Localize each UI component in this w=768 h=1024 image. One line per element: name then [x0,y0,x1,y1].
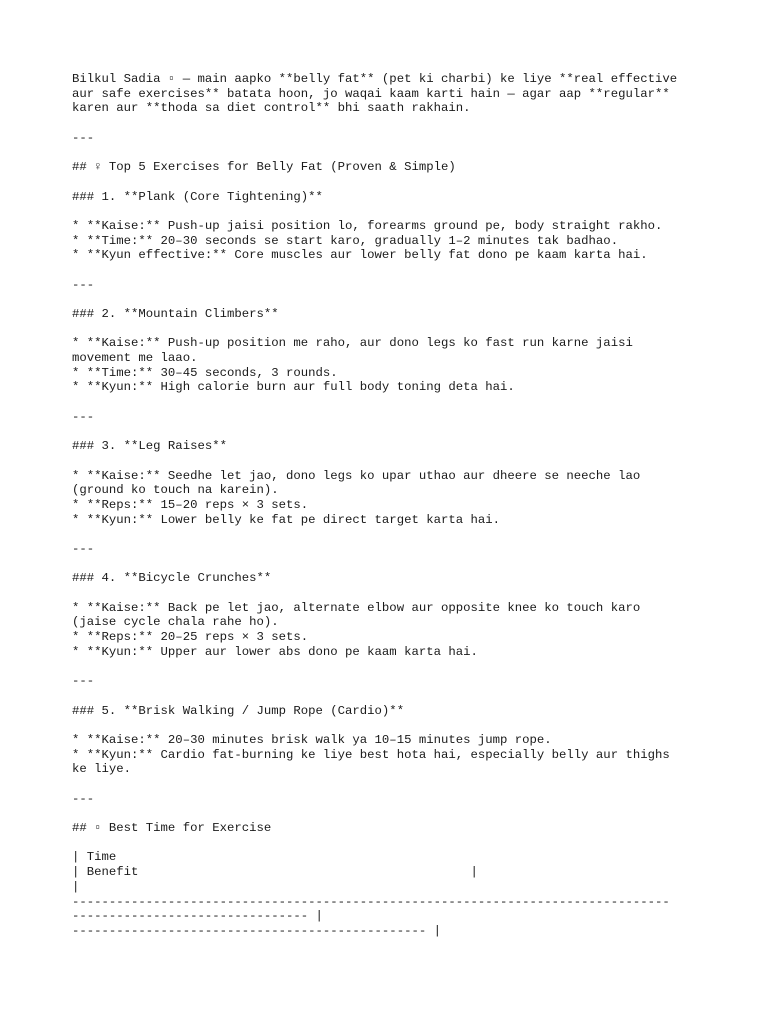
section-heading-best-time: ## ▫ Best Time for Exercise [72,821,272,836]
exercise-5-kyun: * **Kyun:** Cardio fat-burning ke liye best hota hai, especially belly aur thighs [72,747,670,762]
exercise-3-kaise-cont: (ground ko touch na karein). [72,483,279,498]
blank-line [72,806,712,821]
exercise-4-kaise: * **Kaise:** Back pe let jao, alternate elbow aur opposite knee ko touch karo [72,600,641,615]
divider-line: --- [72,791,95,806]
blank-line [72,292,712,307]
divider-line: --- [72,277,95,292]
table-header-benefit: | Benefit | [72,865,478,880]
exercise-4-kaise-cont: (jaise cycle chala rahe ho). [72,615,279,630]
exercise-2-kyun: * **Kyun:** High calorie burn aur full body toning deta hai. [72,380,515,395]
document-page [72,72,712,939]
blank-line [72,175,712,190]
blank-line [72,395,712,410]
blank-line [72,322,712,337]
table-header-end: | [72,879,80,894]
exercise-5-kaise: * **Kaise:** 20–30 minutes brisk walk ya 10–15 minutes jump rope. [72,732,552,747]
divider-line: --- [72,674,95,689]
exercise-1-kaise: * **Kaise:** Push-up jaisi position lo, forearms ground pe, body straight rakho. [72,218,663,233]
exercise-3-heading: ### 3. **Leg Raises** [72,439,227,454]
exercise-4-reps: * **Reps:** 20–25 reps × 3 sets. [72,630,309,645]
exercise-3-kaise: * **Kaise:** Seedhe let jao, dono legs ko upar uthao aur dheere se neeche lao [72,468,641,483]
exercise-2-heading: ### 2. **Mountain Climbers** [72,307,279,321]
exercise-2-kaise-cont: movement me laao. [72,351,198,366]
exercise-4-kyun: * **Kyun:** Upper aur lower abs dono pe kaam karta hai. [72,644,478,659]
exercise-1-heading: ### 1. **Plank (Core Tightening)** [72,189,323,204]
blank-line [72,454,712,469]
exercise-2-time: * **Time:** 30–45 seconds, 3 rounds. [72,365,338,380]
exercise-1-time: * **Time:** 20–30 seconds se start karo, gradually 1–2 minutes tak badhao. [72,233,619,248]
blank-line [72,777,712,792]
blank-line [72,586,712,601]
blank-line [72,145,712,160]
intro-line-1: Bilkul Sadia ▫ — main aapko **belly fat** (pet ki charbi) ke liye **real effective [72,72,678,86]
exercise-1-kyun: * **Kyun effective:** Core muscles aur lower belly fat dono pe kaam karta hai. [72,248,648,263]
table-separator: --------------------------------------------------------------------------------- [72,894,670,909]
section-heading-exercises: ## ♀ Top 5 Exercises for Belly Fat (Proven & Simple) [72,160,456,175]
exercise-3-reps: * **Reps:** 15–20 reps × 3 sets. [72,497,309,512]
blank-line [72,263,712,278]
blank-line [72,557,712,572]
blank-line [72,836,712,851]
intro-line-3: karen aur **thoda sa diet control** bhi saath rakhain. [72,101,471,116]
blank-line [72,689,712,704]
intro-line-2: aur safe exercises** batata hoon, jo waqai kaam karti hain — agar aap **regular** [72,86,670,101]
blank-line [72,116,712,131]
blank-line [72,718,712,733]
exercise-4-heading: ### 4. **Bicycle Crunches** [72,571,272,586]
blank-line [72,660,712,675]
table-header-time: | Time [72,850,117,865]
table-separator-2: ------------------------------------------------ | [72,923,441,938]
divider-line: --- [72,130,95,145]
exercise-3-kyun: * **Kyun:** Lower belly ke fat pe direct target karta hai. [72,512,501,527]
blank-line [72,527,712,542]
blank-line [72,204,712,219]
exercise-2-kaise: * **Kaise:** Push-up position me raho, aur dono legs ko fast run karne jaisi [72,336,633,351]
divider-line: --- [72,409,95,424]
table-separator-cont: -------------------------------- | [72,909,323,924]
exercise-5-heading: ### 5. **Brisk Walking / Jump Rope (Cardio)** [72,703,405,718]
divider-line: --- [72,542,95,556]
blank-line [72,425,712,440]
exercise-5-kyun-cont: ke liye. [72,762,132,777]
